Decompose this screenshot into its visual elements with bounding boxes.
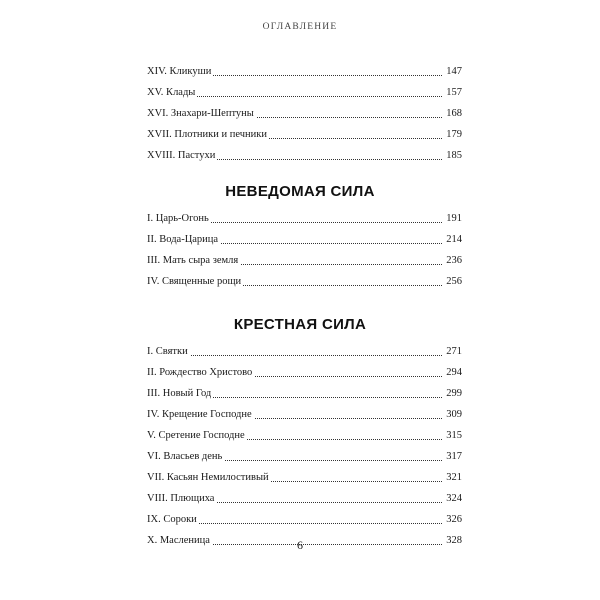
toc-entry-page: 185 [446,150,462,161]
toc-entry-title: II. Рождество Христово [147,367,253,378]
toc-entry-page: 309 [446,409,462,420]
toc-entry-page: 168 [446,108,462,119]
toc-entry-title: I. Святки [147,346,188,357]
toc-entry[interactable] [147,255,462,276]
toc-entry-title: VI. Власьев день [147,451,223,462]
leader-dots [147,355,442,356]
toc-entry-page: 328 [446,535,462,546]
toc-entry[interactable] [147,430,462,451]
toc-entry-title: VII. Касьян Немилостивый [147,472,269,483]
toc-entry-title: X. Масленица [147,535,210,546]
toc-entry-title: VIII. Плющиха [147,493,215,504]
toc-entry-title: IV. Крещение Господне [147,409,252,420]
toc-entry-page: 191 [446,213,462,224]
running-head: ОГЛАВЛЕНИЕ [262,22,338,32]
toc-entry[interactable] [147,346,462,367]
toc-entry-page: 271 [446,346,462,357]
toc-entry-title: V. Сретение Господне [147,430,245,441]
toc-entry[interactable] [147,493,462,514]
toc-entry-page: 324 [446,493,462,504]
toc-entry[interactable] [147,150,462,171]
toc-entry-title: XVIII. Пастухи [147,150,216,161]
toc-entry[interactable] [147,472,462,493]
toc-entry[interactable] [147,514,462,535]
toc-entry-title: II. Вода-Царица [147,234,219,245]
toc-entry-page: 321 [446,472,462,483]
toc-entry[interactable] [147,276,462,297]
toc-entry-title: XIV. Кликуши [147,66,212,77]
toc-entry[interactable] [147,213,462,234]
toc-group-nevedomaya-sila [147,213,462,297]
toc-entry[interactable] [147,388,462,409]
toc-entry[interactable] [147,234,462,255]
toc-entry-title: III. Новый Год [147,388,212,399]
toc-entry[interactable] [147,451,462,472]
page-number: 6 [297,538,303,552]
toc-entry-title: XVI. Знахари-Шептуны [147,108,254,119]
toc-entry-title: IV. Священные рощи [147,276,242,287]
toc-entry-title: III. Мать сыра земля [147,255,239,266]
toc-entry-page: 179 [446,129,462,140]
toc-entry-page: 147 [446,66,462,77]
toc-entry-title: IX. Сороки [147,514,197,525]
toc-entry-page: 299 [446,388,462,399]
toc-entry-page: 294 [446,367,462,378]
section-title-nevedomaya-sila: НЕВЕДОМАЯ СИЛА [225,183,375,200]
toc-entry[interactable] [147,367,462,388]
toc-entry-page: 317 [446,451,462,462]
toc-entry[interactable] [147,87,462,108]
toc-entry-page: 256 [446,276,462,287]
toc-entry[interactable] [147,108,462,129]
toc-group-krestnaya-sila [147,346,462,556]
toc-entry[interactable] [147,66,462,87]
toc-entry-page: 157 [446,87,462,98]
toc-entry-title: XVII. Плотники и печники [147,129,268,140]
section-title-krestnaya-sila: КРЕСТНАЯ СИЛА [233,316,367,333]
toc-entry-title: I. Царь-Огонь [147,213,209,224]
toc-entry[interactable] [147,129,462,150]
toc-entry-page: 236 [446,255,462,266]
toc-entry-page: 315 [446,430,462,441]
toc-entry-page: 214 [446,234,462,245]
toc-entry-title: XV. Клады [147,87,196,98]
toc-entry-page: 326 [446,514,462,525]
toc-group-continued [147,66,462,171]
toc-entry[interactable] [147,409,462,430]
